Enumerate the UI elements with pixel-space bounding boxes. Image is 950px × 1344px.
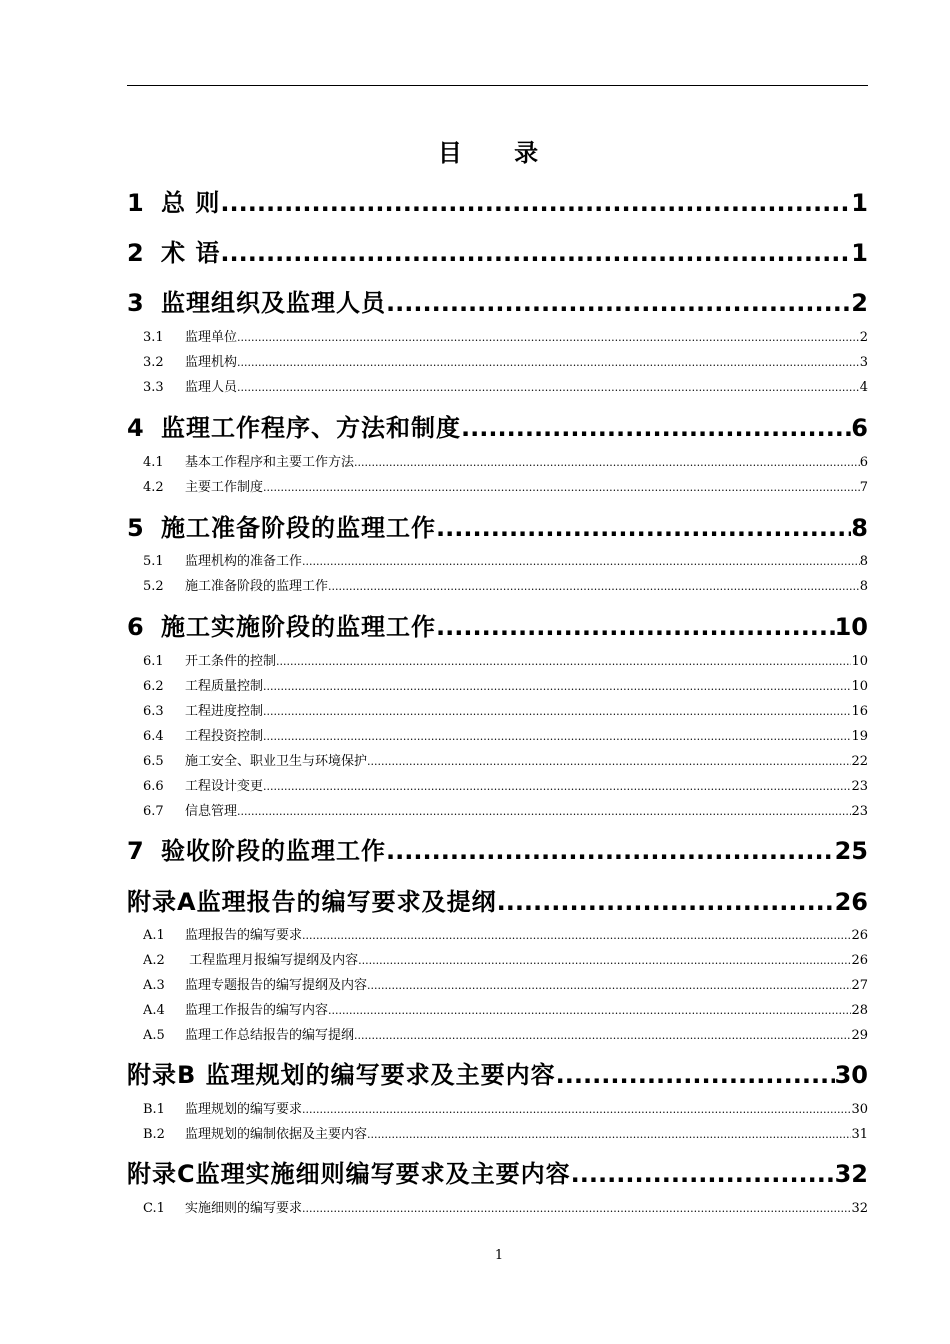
toc-entry-text: 监理单位 (185, 330, 238, 345)
toc-entry-label (143, 376, 237, 395)
toc-entry-label (143, 999, 328, 1018)
toc-entry-page: 6 (859, 455, 868, 470)
dot-leader (263, 780, 851, 793)
toc-entry-number: 5.2 (143, 579, 164, 594)
toc-entry-page: 10 (834, 613, 868, 641)
dot-leader (386, 837, 835, 865)
toc-chapter[interactable] (127, 233, 868, 267)
toc-entry-text: 施工准备阶段的监理工作 (161, 514, 436, 542)
toc-entry-number: 附录B (127, 1061, 197, 1089)
toc-entry-text: 监理实施细则编写要求及主要内容 (195, 1160, 571, 1188)
toc-entry-text: 监理工作程序、方法和制度 (161, 414, 461, 442)
toc-entry-label (143, 476, 263, 495)
toc-entry-label (143, 800, 237, 819)
dot-leader (571, 1160, 835, 1188)
dot-leader (237, 356, 860, 369)
toc-chapter[interactable] (127, 408, 868, 442)
toc-section[interactable] (143, 376, 868, 396)
toc-entry-page: 26 (834, 888, 868, 916)
toc-entry-number: 6.2 (143, 679, 164, 694)
dot-leader (328, 580, 860, 593)
toc-entry-page: 3 (859, 355, 868, 370)
toc-entry-text: 工程进度控制 (185, 704, 264, 719)
toc-section[interactable] (143, 326, 868, 346)
toc-section[interactable] (143, 800, 868, 820)
toc-entry-number: 5 (127, 514, 145, 542)
toc-entry-text: 信息管理 (185, 804, 238, 819)
toc-entry-page: 27 (851, 978, 868, 993)
toc-entry-label (127, 508, 436, 542)
dot-leader (436, 514, 851, 542)
toc-entry-text: 总 则 (161, 189, 221, 217)
toc-section[interactable] (143, 700, 868, 720)
dot-leader (237, 381, 860, 394)
toc-entry-page: 30 (851, 1102, 868, 1117)
toc-entry-label (143, 775, 263, 794)
toc-entry-text: 主要工作制度 (185, 480, 264, 495)
dot-leader (263, 705, 851, 718)
toc-entry-number: 4.1 (143, 455, 164, 470)
dot-leader (263, 680, 851, 693)
toc-entry-number: A.3 (143, 978, 165, 993)
toc-entry-label (127, 1154, 571, 1188)
toc-entry-number: 3.2 (143, 355, 164, 370)
toc-entry-text: 监理工作报告的编写内容 (185, 1003, 329, 1018)
toc-entry-page: 28 (851, 1003, 868, 1018)
dot-leader (302, 555, 860, 568)
dot-leader (276, 655, 851, 668)
toc-entry-page: 23 (851, 804, 868, 819)
toc-entry-page: 1 (851, 239, 868, 267)
toc-entry-page: 26 (851, 953, 868, 968)
toc-chapter[interactable] (127, 882, 868, 916)
toc-entry-page: 22 (851, 754, 868, 769)
toc-entry-label (127, 233, 220, 267)
toc-entry-page: 1 (851, 189, 868, 217)
toc-entry-text: 监理报告的编写要求及提纲 (196, 888, 497, 916)
toc-entry-page: 6 (851, 414, 868, 442)
toc-section[interactable] (143, 1123, 868, 1143)
toc-entry-label (127, 183, 220, 217)
toc-entry-text: 工程投资控制 (185, 729, 264, 744)
toc-entry-number: A.1 (143, 928, 165, 943)
dot-leader (302, 929, 851, 942)
toc-entry-number: 4 (127, 414, 145, 442)
dot-leader (237, 805, 851, 818)
toc-entry-label (143, 725, 263, 744)
dot-leader (263, 730, 851, 743)
toc-section[interactable] (143, 1197, 868, 1217)
toc-entry-page: 32 (851, 1201, 868, 1216)
toc-entry-text: 施工实施阶段的监理工作 (161, 613, 436, 641)
toc-entry-number: 附录A (127, 888, 197, 916)
dot-leader (263, 481, 860, 494)
toc-section[interactable] (143, 924, 868, 944)
toc-entry-page: 10 (851, 679, 868, 694)
toc-chapter[interactable] (127, 508, 868, 542)
toc-title: 目 录 (437, 139, 561, 167)
toc-entry-page: 19 (851, 729, 868, 744)
dot-leader (461, 414, 851, 442)
toc-entry-label (143, 750, 367, 769)
toc-entry-page: 25 (834, 837, 868, 865)
toc-entry-text: 验收阶段的监理工作 (161, 837, 386, 865)
toc-entry-label (143, 451, 354, 470)
dot-leader (367, 755, 851, 768)
toc-entry-page: 8 (851, 514, 868, 542)
dot-leader (358, 954, 851, 967)
toc-section[interactable] (143, 476, 868, 496)
dot-leader (328, 1004, 851, 1017)
toc-entry-text: 监理人员 (185, 380, 238, 395)
toc-entry-text: 监理组织及监理人员 (161, 289, 386, 317)
toc-entry-page: 8 (859, 579, 868, 594)
dot-leader (367, 1128, 851, 1141)
toc-entry-label (143, 550, 302, 569)
toc-entry-number: 6.3 (143, 704, 164, 719)
toc-entry-label (143, 575, 328, 594)
toc-entry-label (143, 1197, 302, 1216)
toc-entry-page: 30 (834, 1061, 868, 1089)
toc-entry-number: 3.3 (143, 380, 164, 395)
toc-entry-label (127, 1055, 556, 1089)
toc-chapter[interactable] (127, 831, 868, 865)
toc-section[interactable] (143, 999, 868, 1019)
toc-section[interactable] (143, 949, 868, 969)
toc-entry-label (143, 924, 302, 943)
toc-entry-text: 监理工作总结报告的编写提纲 (185, 1028, 355, 1043)
toc-section[interactable] (143, 725, 868, 745)
toc-entry-number: 6.5 (143, 754, 164, 769)
toc-entry-label (127, 283, 386, 317)
dot-leader (220, 239, 851, 267)
toc-section[interactable] (143, 675, 868, 695)
toc-entry-page: 26 (851, 928, 868, 943)
toc-entry-number: 6.7 (143, 804, 164, 819)
dot-leader (354, 1029, 851, 1042)
toc-entry-number: 6.6 (143, 779, 164, 794)
toc-entry-label (143, 949, 358, 968)
toc-entry-number: C.1 (143, 1201, 165, 1216)
toc-entry-text: 开工条件的控制 (185, 654, 277, 669)
toc-section[interactable] (143, 451, 868, 471)
toc-entry-page: 23 (851, 779, 868, 794)
toc-section[interactable] (143, 1024, 868, 1044)
toc-entry-label (127, 882, 497, 916)
toc-entry-label (143, 675, 263, 694)
toc-entry-page: 2 (851, 289, 868, 317)
toc-entry-text: 施工安全、职业卫生与环境保护 (185, 754, 368, 769)
toc-entry-number: 6 (127, 613, 145, 641)
toc-entry-page: 4 (859, 380, 868, 395)
toc-entry-label (143, 1098, 302, 1117)
toc-entry-text: 监理机构 (185, 355, 238, 370)
toc-entry-label (127, 607, 436, 641)
toc-entry-label (143, 650, 276, 669)
toc-entry-number: B.2 (143, 1127, 165, 1142)
toc-section[interactable] (143, 775, 868, 795)
toc-section[interactable] (143, 974, 868, 994)
dot-leader (302, 1103, 851, 1116)
toc-section[interactable] (143, 750, 868, 770)
toc-entry-text: 工程监理月报编写提纲及内容 (185, 953, 359, 968)
header-rule (127, 85, 868, 86)
toc-entry-page: 7 (859, 480, 868, 495)
toc-entry-text: 工程设计变更 (185, 779, 264, 794)
toc-entry-text: 术 语 (161, 239, 221, 267)
toc-chapter[interactable] (127, 607, 868, 641)
dot-leader (220, 189, 851, 217)
toc-entry-page: 29 (851, 1028, 868, 1043)
toc-entry-text: 监理规划的编写要求 (185, 1102, 303, 1117)
toc-entry-label (143, 1024, 354, 1043)
toc-section[interactable] (143, 550, 868, 570)
toc-entry-label (127, 408, 461, 442)
toc-entry-text: 实施细则的编写要求 (185, 1201, 303, 1216)
toc-entry-number: A.5 (143, 1028, 165, 1043)
toc-entry-label (143, 700, 263, 719)
toc-entry-page: 10 (851, 654, 868, 669)
toc-entry-number: 6.1 (143, 654, 164, 669)
toc-entry-number: 2 (127, 239, 145, 267)
toc-entry-page: 31 (851, 1127, 868, 1142)
toc-entry-number: 6.4 (143, 729, 164, 744)
toc-entry-text: 监理报告的编写要求 (185, 928, 303, 943)
toc-entry-number: 4.2 (143, 480, 164, 495)
toc-entry-number: B.1 (143, 1102, 165, 1117)
page-number: 1 (494, 1248, 504, 1263)
toc-chapter[interactable] (127, 1055, 868, 1089)
toc-chapter[interactable] (127, 1154, 868, 1188)
dot-leader (354, 456, 860, 469)
toc-entry-number: 1 (127, 189, 145, 217)
toc-entry-number: 7 (127, 837, 145, 865)
toc-section[interactable] (143, 650, 868, 670)
dot-leader (302, 1202, 851, 1215)
toc-entry-label (143, 351, 237, 370)
toc-entry-number: 3 (127, 289, 145, 317)
toc-entry-text: 监理机构的准备工作 (185, 554, 303, 569)
toc-entry-page: 2 (859, 330, 868, 345)
toc-entry-number: 3.1 (143, 330, 164, 345)
toc-entry-page: 16 (851, 704, 868, 719)
toc-section[interactable] (143, 1098, 868, 1118)
toc-entry-text: 工程质量控制 (185, 679, 264, 694)
toc-entry-page: 32 (834, 1160, 868, 1188)
toc-entry-page: 8 (859, 554, 868, 569)
toc-entry-label (143, 326, 237, 345)
toc-entry-text: 基本工作程序和主要工作方法 (185, 455, 355, 470)
toc-entry-text: 施工准备阶段的监理工作 (185, 579, 329, 594)
dot-leader (497, 888, 835, 916)
toc-section[interactable] (143, 575, 868, 595)
toc-entry-text: 监理规划的编制依据及主要内容 (185, 1127, 368, 1142)
dot-leader (367, 979, 851, 992)
toc-entry-text: 监理规划的编写要求及主要内容 (196, 1061, 556, 1089)
toc-entry-number: 附录C (127, 1160, 196, 1188)
toc-chapter[interactable] (127, 183, 868, 217)
toc-entry-number: A.2 (143, 953, 165, 968)
dot-leader (237, 331, 860, 344)
toc-entry-text: 监理专题报告的编写提纲及内容 (185, 978, 368, 993)
toc-section[interactable] (143, 351, 868, 371)
toc-chapter[interactable] (127, 283, 868, 317)
dot-leader (436, 613, 835, 641)
toc-entry-label (127, 831, 386, 865)
dot-leader (386, 289, 851, 317)
toc-entry-number: 5.1 (143, 554, 164, 569)
dot-leader (556, 1061, 835, 1089)
toc-entry-number: A.4 (143, 1003, 165, 1018)
toc-entry-label (143, 974, 367, 993)
toc-entry-label (143, 1123, 367, 1142)
